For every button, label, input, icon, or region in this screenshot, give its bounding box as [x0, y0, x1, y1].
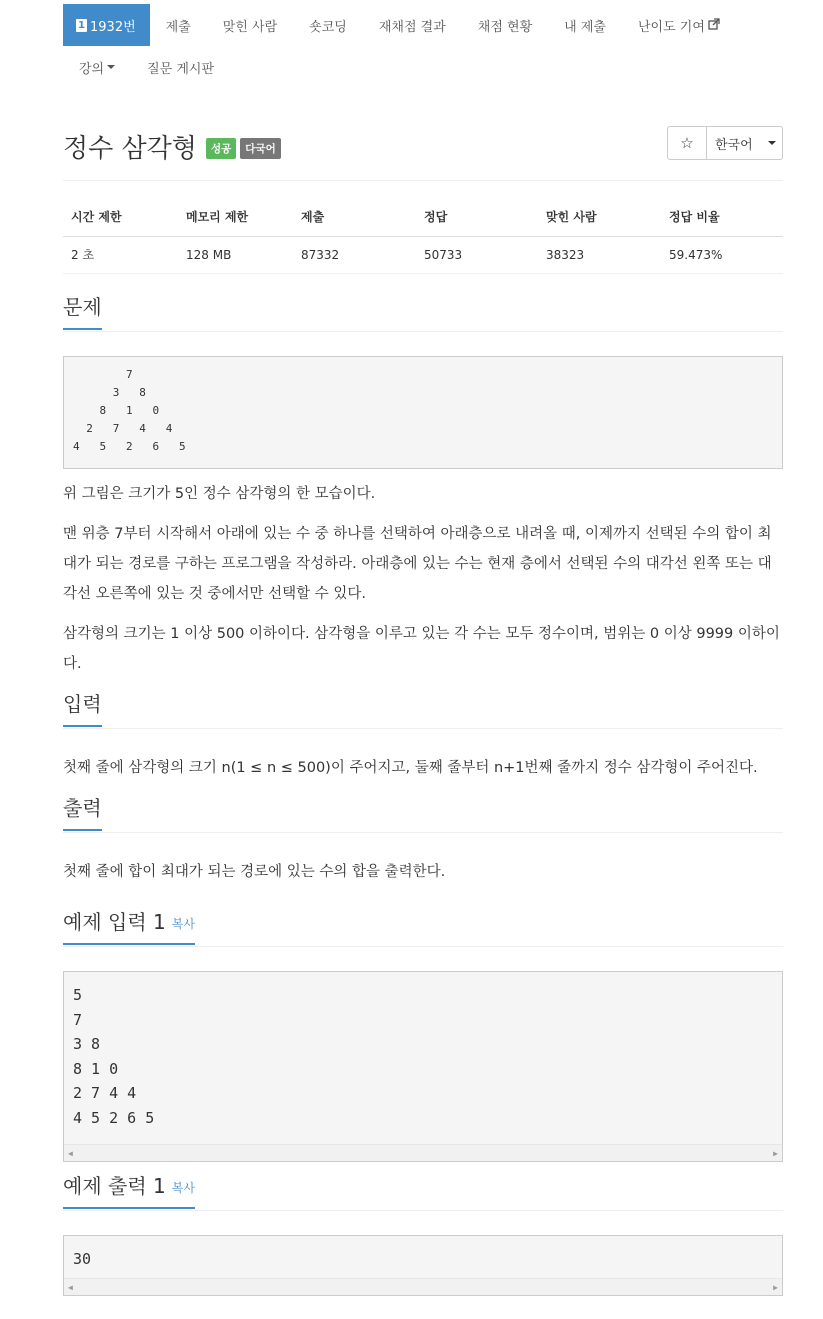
nav-label: 맞힌 사람 — [222, 19, 278, 35]
copy-sample-output-button[interactable]: 복사 — [171, 1180, 195, 1195]
star-icon: ☆ — [680, 134, 694, 152]
scroll-right-icon[interactable]: ▶ — [773, 1149, 778, 1158]
output-description: 첫째 줄에 합이 최대가 되는 경로에 있는 수의 합을 출력한다. — [63, 864, 446, 880]
section-sample-output-header — [63, 1171, 783, 1211]
nav-row-1 — [63, 4, 783, 46]
stats-header: 맞힌 사람 — [538, 198, 661, 236]
nav-solved-users[interactable] — [207, 4, 293, 46]
triangle-figure — [63, 356, 783, 469]
sample-output-box — [63, 1235, 783, 1296]
nav-lectures-dropdown[interactable] — [63, 46, 131, 88]
stats-header: 시간 제한 — [63, 198, 178, 236]
scroll-left-icon[interactable]: ◀ — [68, 1149, 73, 1158]
sample-output-text: 30 — [73, 1250, 92, 1268]
problem-paragraph-3: 삼각형의 크기는 1 이상 500 이하이다. 삼각형을 이루고 있는 각 수는 모두 정수이며, 범위는 0 이상 9999 이하이다. — [63, 626, 780, 672]
problem-paragraph-1: 위 그림은 크기가 5인 정수 삼각형의 한 모습이다. — [63, 486, 376, 502]
section-input-header — [63, 689, 783, 729]
nav-label: 숏코딩 — [309, 19, 347, 35]
problem-stats-table — [63, 198, 783, 274]
input-description: 첫째 줄에 삼각형의 크기 n(1 ≤ n ≤ 500)이 주어지고, 둘째 줄부터 n+1번째 줄까지 정수 삼각형이 주어진다. — [63, 760, 758, 776]
stats-header: 정답 비율 — [661, 198, 783, 236]
section-problem-header — [63, 292, 783, 332]
title-actions — [667, 126, 783, 160]
nav-label: 내 제출 — [564, 19, 606, 35]
nav-label: 난이도 기여 — [637, 19, 705, 35]
memory-limit: 128 MB — [178, 236, 293, 273]
problem-title: 정수 삼각형 — [63, 134, 197, 164]
submission-count[interactable] — [293, 236, 416, 273]
problem-labels — [206, 138, 281, 159]
triangle-figure-text: 7 3 8 8 1 0 2 7 4 4 4 5 2 6 5 — [73, 368, 186, 453]
copy-sample-input-button[interactable]: 복사 — [171, 916, 195, 931]
sample-input-text: 5 7 3 8 8 1 0 2 7 4 4 4 5 2 6 5 — [73, 986, 155, 1127]
section-title: 문제 — [63, 292, 102, 330]
nav-label: 재채점 결과 — [378, 19, 446, 35]
nav-label: 채점 현황 — [477, 19, 533, 35]
nav-label: 강의 — [79, 61, 105, 77]
horizontal-scrollbar[interactable] — [64, 1278, 782, 1295]
nav-row-2 — [63, 46, 783, 88]
nav-short-coding[interactable] — [293, 4, 363, 46]
stats-header: 제출 — [293, 198, 416, 236]
nav-label: 질문 게시판 — [147, 61, 215, 77]
solved-badge: 성공 — [206, 138, 236, 159]
section-output-header — [63, 793, 783, 833]
stats-header: 정답 — [416, 198, 538, 236]
accepted-count: 50733 — [416, 236, 538, 273]
section-title: 입력 — [63, 689, 102, 727]
stats-header-row — [63, 198, 783, 236]
nav-label: 제출 — [165, 19, 191, 35]
external-link-icon — [708, 18, 720, 33]
section-title — [63, 1171, 195, 1209]
nav-rejudge-results[interactable] — [363, 4, 462, 46]
stat-value: 87332 — [301, 247, 340, 262]
horizontal-scrollbar[interactable] — [64, 1144, 782, 1161]
nav-submit[interactable] — [150, 4, 207, 46]
multilang-badge: 다국어 — [240, 138, 280, 159]
scroll-left-icon[interactable]: ◀ — [68, 1283, 73, 1292]
accept-ratio: 59.473% — [661, 236, 783, 273]
time-limit: 2 초 — [63, 236, 178, 273]
section-title: 출력 — [63, 793, 102, 831]
favorite-button[interactable] — [667, 126, 707, 160]
nav-difficulty-contribute[interactable] — [622, 4, 736, 46]
section-title — [63, 907, 195, 945]
problem-nav — [63, 4, 783, 88]
level-icon: 1 — [76, 19, 87, 32]
sample-input-title: 예제 입력 1 — [63, 910, 166, 934]
nav-problem-number[interactable] — [63, 4, 150, 46]
nav-my-submissions[interactable] — [548, 4, 622, 46]
caret-down-icon — [768, 141, 776, 145]
stats-header: 메모리 제한 — [178, 198, 293, 236]
section-sample-input-header — [63, 907, 783, 947]
language-select[interactable] — [707, 126, 783, 160]
solved-users-count[interactable] — [538, 236, 661, 273]
caret-down-icon — [107, 65, 115, 69]
sample-input-box — [63, 971, 783, 1162]
nav-judge-status[interactable] — [462, 4, 548, 46]
scroll-right-icon[interactable]: ▶ — [773, 1283, 778, 1292]
stat-value: 38323 — [546, 247, 585, 262]
problem-paragraph-2: 맨 위층 7부터 시작해서 아래에 있는 수 중 하나를 선택하여 아래층으로 내려올 때, 이제까지 선택된 수의 합이 최대가 되는 경로를 구하는 프로그램을 작성하라. 아래층에 있는 수는 현재 층에서 선택된 수의 대각선 왼쪽 또는 대각선 오른쪽에 있는 것 중에서만 선택할 수 있다. — [63, 526, 772, 602]
stats-value-row — [63, 236, 783, 273]
language-label: 한국어 — [715, 137, 753, 153]
nav-question-board[interactable] — [131, 46, 230, 88]
nav-label: 1932번 — [90, 19, 136, 35]
problem-header — [63, 124, 783, 181]
sample-output-title: 예제 출력 1 — [63, 1174, 166, 1198]
